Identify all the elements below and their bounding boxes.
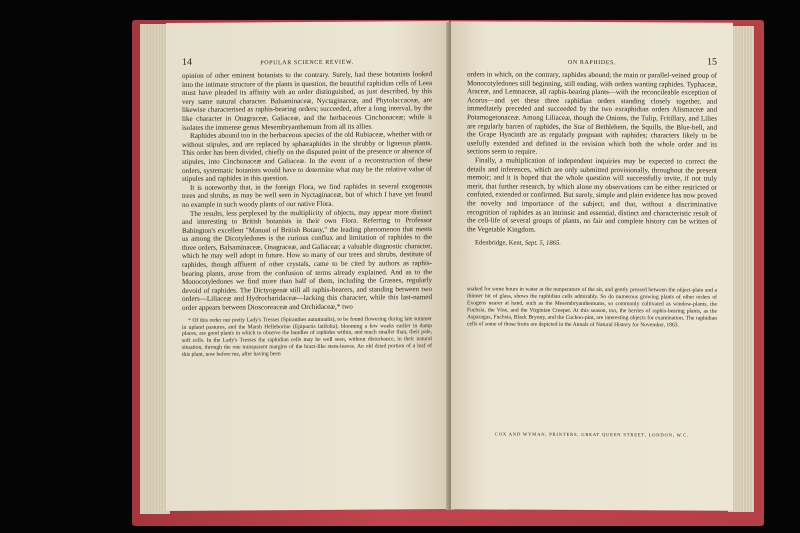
printer-imprint: COX AND WYMAN, PRINTERS, GREAT QUEEN STREET, LONDON, W.C. bbox=[494, 431, 690, 438]
left-page bbox=[166, 21, 449, 511]
page-number: 15 bbox=[707, 56, 717, 68]
paragraph: The results, less perplexed by the multiplicity of objects, may appear more distinct and interesting to British botanists in their own Flora. Referring to Professor Babington's excellent "Manual of British Botany," the leading phenomenon that meets us among the Dicotyledones is the curious conflux and limitation of raphides to the three orders, Balsaminaceæ, Onagraceæ, and Galiaceæ; a valuable diagnostic character, which he may well adopt in future. How so many of our trees and shrubs, destitute of raphides, though affluent of other crystals, came to be cited by authors as raphis-bearing plants, arose from the confusion of terms already explained. And as to the Monocotyledones we find more than half of them, including the Grasses, regularly devoid of raphides. The Dictyogenæ still all raphis-bearers, and standing between two orders—Liliaceæ and Hydrocharidaceæ—lacking this character, while this last-named order appears between Dioscoreaceæ and Orchidaceæ,* two bbox=[182, 207, 432, 312]
running-head: POPULAR SCIENCE REVIEW. bbox=[260, 59, 354, 67]
signoff-date: Sept. 5, 1865. bbox=[524, 239, 561, 248]
footnote-continued: soaked for some hours in water at the temperature of the air, and gently pressed between the object-plate and a thinner bit of glass, shows the raphidian cells admirably. So do numerous growing plants of other orders of Exogens nearer at hand, such as the Mesembryanthemums, so commonly cultivated as window-plants, the Fuchsia, the Vine, and the Virginian Creeper. At this season, too, the berries of raphis-bearing plants, as the Asparagus, Fuchsia, Black Bryony, and the Cuckoo-pint, are interesting objects for examination. The raphidian cells of some of those fruits are depicted in the Annals of Natural History for November, 1863. bbox=[467, 286, 717, 329]
paragraph: opinion of other eminent botanists to the contrary. Surely, had these botanists looked into the intimate structure of the plants in question, the beautiful raphidian cells of Leea must have pleaded its affinity with an order distinguished, as just described, by this very same natural character. Balsaminaceæ, Nyctaginaceæ, and Phytolaccaceæ, are likewise characterised as raphis-bearing orders; succeeded, after a long interval, by the like character in Onagraceæ, Galiaceæ, and the herbaceous Cinchonaceæ; while it isolates the immense genus Mesembryanthemum from all its allies. bbox=[182, 70, 432, 132]
running-head: ON RAPHIDES. bbox=[567, 59, 617, 67]
footnote: * Of this order our pretty Lady's Tresses (Spiranthes autumnalis), to be found flowering during late summer in upland pastures, and the Marsh Helleborine (Epipactis latifolia), blooming a few weeks earlier in damp places, are good plants in which to observe the bundles of raphides within, and much smaller than, their pale, soft cells. In the Lady's Tresses the raphidian cells may be well seen, without disturbance, in their natural situation, through the one transparent margins of the bract-like stem-leaves. An old dried portion of a leaf of this plant, now before me, after having been bbox=[182, 315, 432, 359]
right-page-content bbox=[467, 55, 717, 438]
right-page bbox=[451, 21, 733, 510]
paragraph: Raphides abound too in the herbaceous species of the old Rubiaceæ, whether with or without stipules, and are replaced by sphæraphides in the shrubby or ligneous plants. This order has been divided, chiefly on the disputed point of the presence or absence of stipules, into Cinchonaceæ and Galiaceæ. In the event of a reconstruction of these orders, systematic botanists would have to determine what may be the relative value of stipules and raphides in this question. bbox=[182, 130, 432, 184]
signoff bbox=[467, 240, 717, 248]
left-page-content bbox=[182, 55, 432, 364]
right-running-header bbox=[467, 55, 717, 67]
paragraph: It is noteworthy that, in the foreign Flora, we find raphides in several exogenous trees and shrubs, as may be well seen in Nyctaginaceæ, but of which I have yet found no example in such woody plants of our native Flora. bbox=[182, 181, 432, 209]
page-number: 14 bbox=[182, 56, 192, 68]
paragraph: orders in which, on the contrary, raphides abound; the main or parallel-veined group of Monocotyledones still beginning, still ending, with orders wanting raphides. Typhaceæ, Araceæ, and Lemnaceæ, all raphis-bearing plants—with the reconcileable exception of Acorus—and yet these three raphidian orders standing closely together, and immediately preceded and succeeded by the two exraphidian orders Alismaceæ and Potamogetonaceæ. Among Liliaceæ, though the Onions, the Tulip, Fritillary, and Lilies are regularly barren of raphides, the Star of Bethlehem, the Squills, the Blue-bell, and the Grape Hyacinth are as regularly pregnant with raphides; characters likely to be usefully extended and defined in the revision which both the whole order and its sections seem to require. bbox=[467, 70, 717, 157]
left-running-header bbox=[182, 55, 432, 68]
paragraph: Finally, a multiplication of independent inquiries may be expected to correct the details and inferences, which are only submitted provisionally, throughout the present memoir; and it is hoped that the whole question will successfully invite, if not truly merit, that further research, by which alone my observations can be either restricted or confuted, extended or confirmed. But surely, simple and plain evidence has now proved the novelty and importance of the subject; and that, without a discriminative recognition of raphides as an intrinsic and essential, distinct and characteristic result of the cell-life of several groups of plants, no fair and complete history can be written of the Vegetable Kingdom. bbox=[467, 156, 717, 234]
signoff-place: Edenbridge, Kent, bbox=[475, 239, 524, 247]
